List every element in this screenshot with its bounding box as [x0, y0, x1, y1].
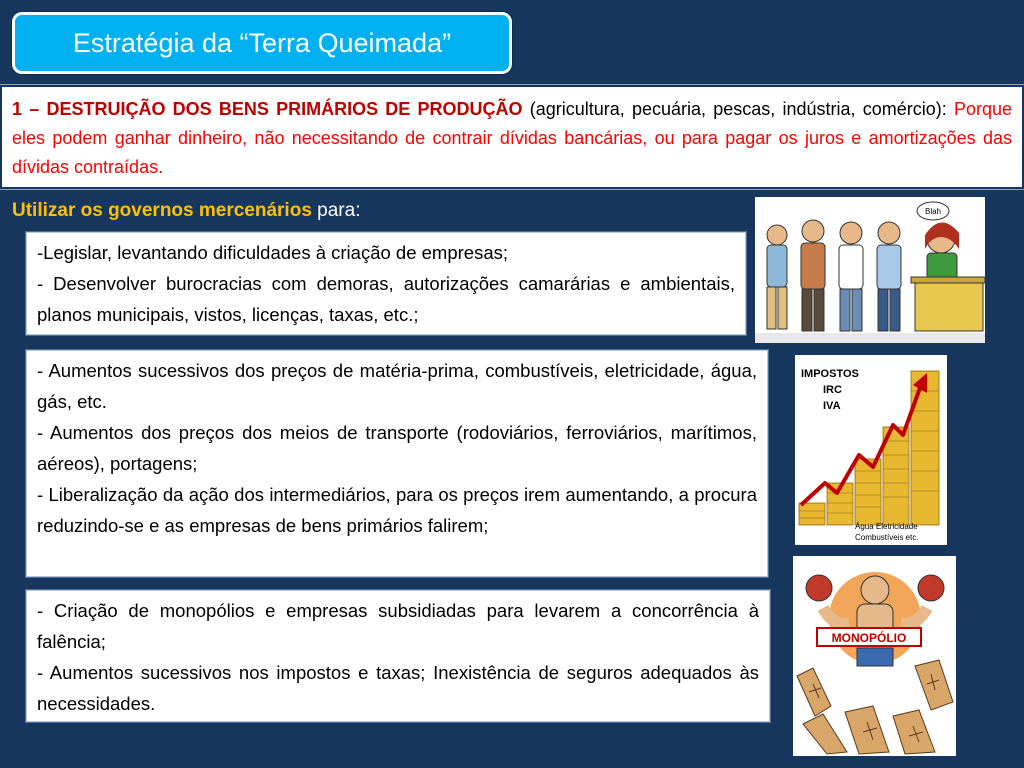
legislation-box — [26, 232, 746, 335]
primary-goods-sectors: (agricultura, pecuária, pescas, indústria, comércio): — [522, 99, 954, 119]
bureaucracy-cartoon-illustration — [755, 197, 985, 343]
list-item: - Criação de monopólios e empresas subsidiadas para levarem a concorrência à falência; — [37, 600, 759, 652]
list-item: - Aumentos dos preços dos meios de transporte (rodoviários, ferroviários, marítimos, aéreos), portagens; — [37, 422, 757, 474]
monopoly-box — [26, 590, 770, 722]
subheading-highlight: Utilizar os governos mercenários — [12, 200, 312, 221]
speech-bubble-text: Blah — [924, 207, 942, 216]
list-item: - Aumentos sucessivos dos preços de matéria-prima, combustíveis, eletricidade, água, gás, etc. — [37, 360, 757, 412]
monopoly-label: MONOPÓLIO — [831, 631, 907, 645]
list-item: - Liberalização da ação dos intermediários, para os preços irem aumentando, a procura reduzindo-se e as empresas de bens primários falirem; — [37, 484, 757, 536]
list-item: - Desenvolver burocracias com demoras, autorizações camarárias e ambientais, planos municipais, vistos, licenças, taxas, etc.; — [37, 273, 735, 325]
slide-title-box — [12, 12, 512, 74]
irc-label: IRC — [823, 384, 842, 396]
coins-caption-line1: Água Eletricidade — [855, 522, 918, 531]
bureaucracy-cartoon-image — [755, 197, 985, 343]
monopoly-boxer-illustration — [793, 556, 956, 756]
price-increase-box — [26, 350, 768, 577]
coins-caption-line2: Combustíveis etc. — [855, 533, 919, 542]
taxes-label: IMPOSTOS — [801, 368, 859, 380]
list-item: - Aumentos sucessivos nos impostos e taxas; Inexistência de seguros adequados às necessidades. — [37, 662, 759, 714]
taxes-coins-illustration — [795, 355, 947, 545]
monopoly-boxer-image — [793, 556, 956, 756]
slide-title: Estratégia da “Terra Queimada” — [72, 27, 452, 58]
taxes-coins-image — [795, 355, 947, 545]
list-item: -Legislar, levantando dificuldades à criação de empresas; — [37, 242, 509, 263]
subheading-rest: para: — [311, 200, 361, 221]
primary-goods-heading: 1 – DESTRUIÇÃO DOS BENS PRIMÁRIOS DE PRODUÇÃO — [12, 99, 523, 119]
iva-label: IVA — [823, 400, 841, 412]
primary-goods-box — [0, 85, 1024, 189]
primary-goods-reason: Porque eles podem ganhar dinheiro, não necessitando de contrair dívidas bancárias, ou para pagar os juros e amortizações das dívidas contraídas. — [12, 99, 1013, 177]
subheading — [12, 200, 360, 222]
